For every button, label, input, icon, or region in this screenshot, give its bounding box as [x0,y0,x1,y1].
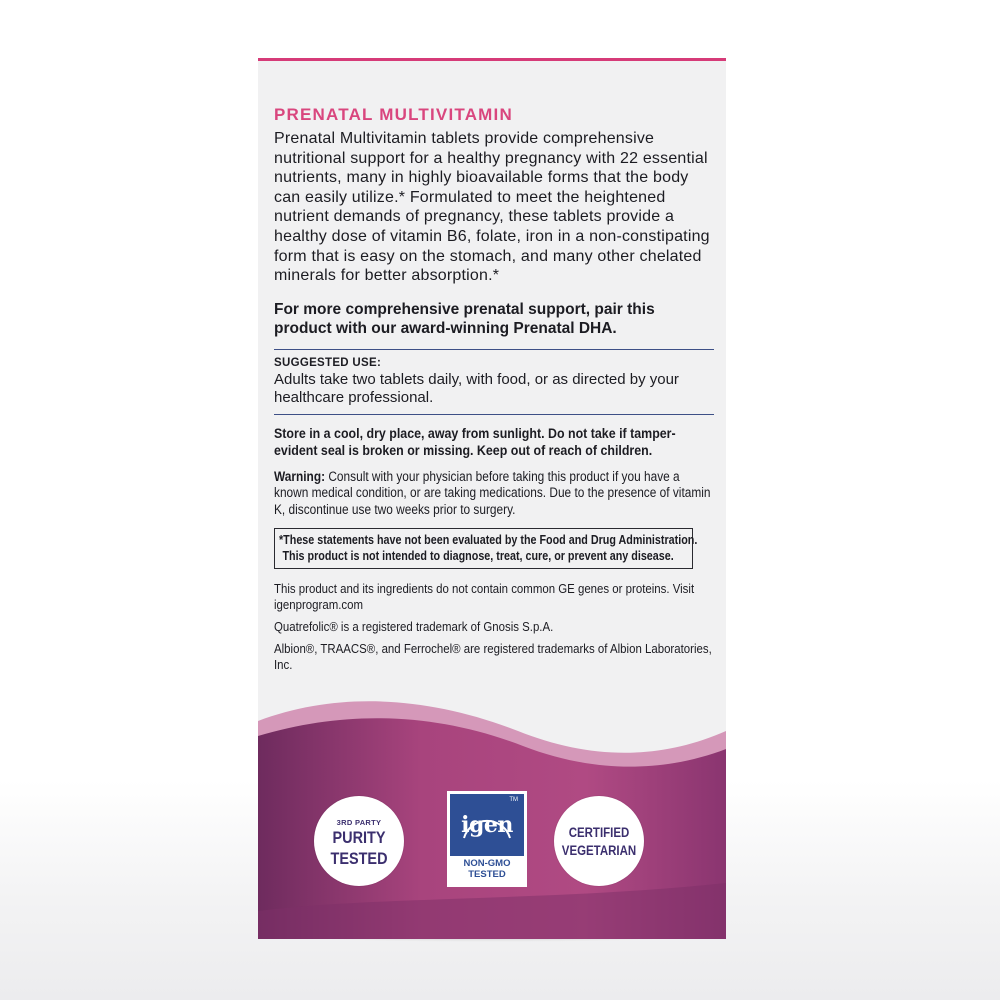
suggested-use-heading: SUGGESTED USE: [274,356,382,369]
label-panel [274,105,714,673]
igen-trademark: TM [509,797,518,803]
certified-vegetarian-badge [554,796,644,886]
storage-instructions: Store in a cool, dry place, away from sunlight. Do not take if tamper-evident seal is broken or missing. Keep out of reach of children. [274,425,676,459]
product-description: Prenatal Multivitamin tablets provide comprehensive nutritional support for a healthy pregnancy with 22 essential nutrients, many in highly bioavailable forms that the body can easily utilize.* Formulated to meet the heightened nutrient demands of pregnancy, these tablets provide a healthy dose of vitamin B6, folate, iron in a non-constipating form that is easy on the stomach, and many other chelated minerals for better absorption.* [274,130,710,285]
igen-non-gmo-badge [447,791,527,887]
igen-label [450,858,524,880]
product-box [258,58,726,939]
igen-label-line2: TESTED [468,869,506,880]
igen-logo-text: igen [461,812,513,838]
fda-line-2: This product is not intended to diagnose, treat, cure, or prevent any disease. [282,549,674,564]
igen-label-line1: NON-GMO [463,858,511,869]
suggested-use-text: Adults take two tablets daily, with food, or as directed by your healthcare professional. [274,370,679,407]
purity-badge-line2: TESTED [330,849,388,868]
vegetarian-badge-line1: CERTIFIED [568,825,630,840]
warning-label: Warning: [274,468,326,484]
purity-tested-badge [314,796,404,886]
trademark-quatrefolic: Quatrefolic® is a registered trademark of Gnosis S.p.A. [274,619,554,635]
purity-badge-line1: PURITY [332,828,386,847]
warning-text [274,469,714,519]
vegetarian-badge-line2: VEGETARIAN [561,843,637,858]
purity-badge-text [321,827,398,869]
vegetarian-badge-text [561,824,638,860]
fda-line-1: *These statements have not been evaluated by the Food and Drug Administration. [279,533,698,548]
divider [274,349,714,350]
product-title: PRENATAL MULTIVITAMIN [274,105,513,124]
purity-badge-small-text: 3RD PARTY [336,818,382,827]
pairing-note: For more comprehensive prenatal support, pair this product with our award-winning Prenatal DHA. [274,300,655,338]
warning-body: Consult with your physician before taking this product if you have a known medical condition, or are taking medications. Due to the presence of vitamin K, discontinue use two weeks prior to surgery. [274,468,711,517]
trademark-albion: Albion®, TRAACS®, and Ferrochel® are registered trademarks of Albion Laboratories, Inc. [274,641,712,673]
igen-logo-panel [450,794,524,856]
fda-disclaimer-box [274,528,698,569]
divider [274,414,714,415]
ge-note: This product and its ingredients do not contain common GE genes or proteins. Visit igenprogram.com [274,581,695,613]
